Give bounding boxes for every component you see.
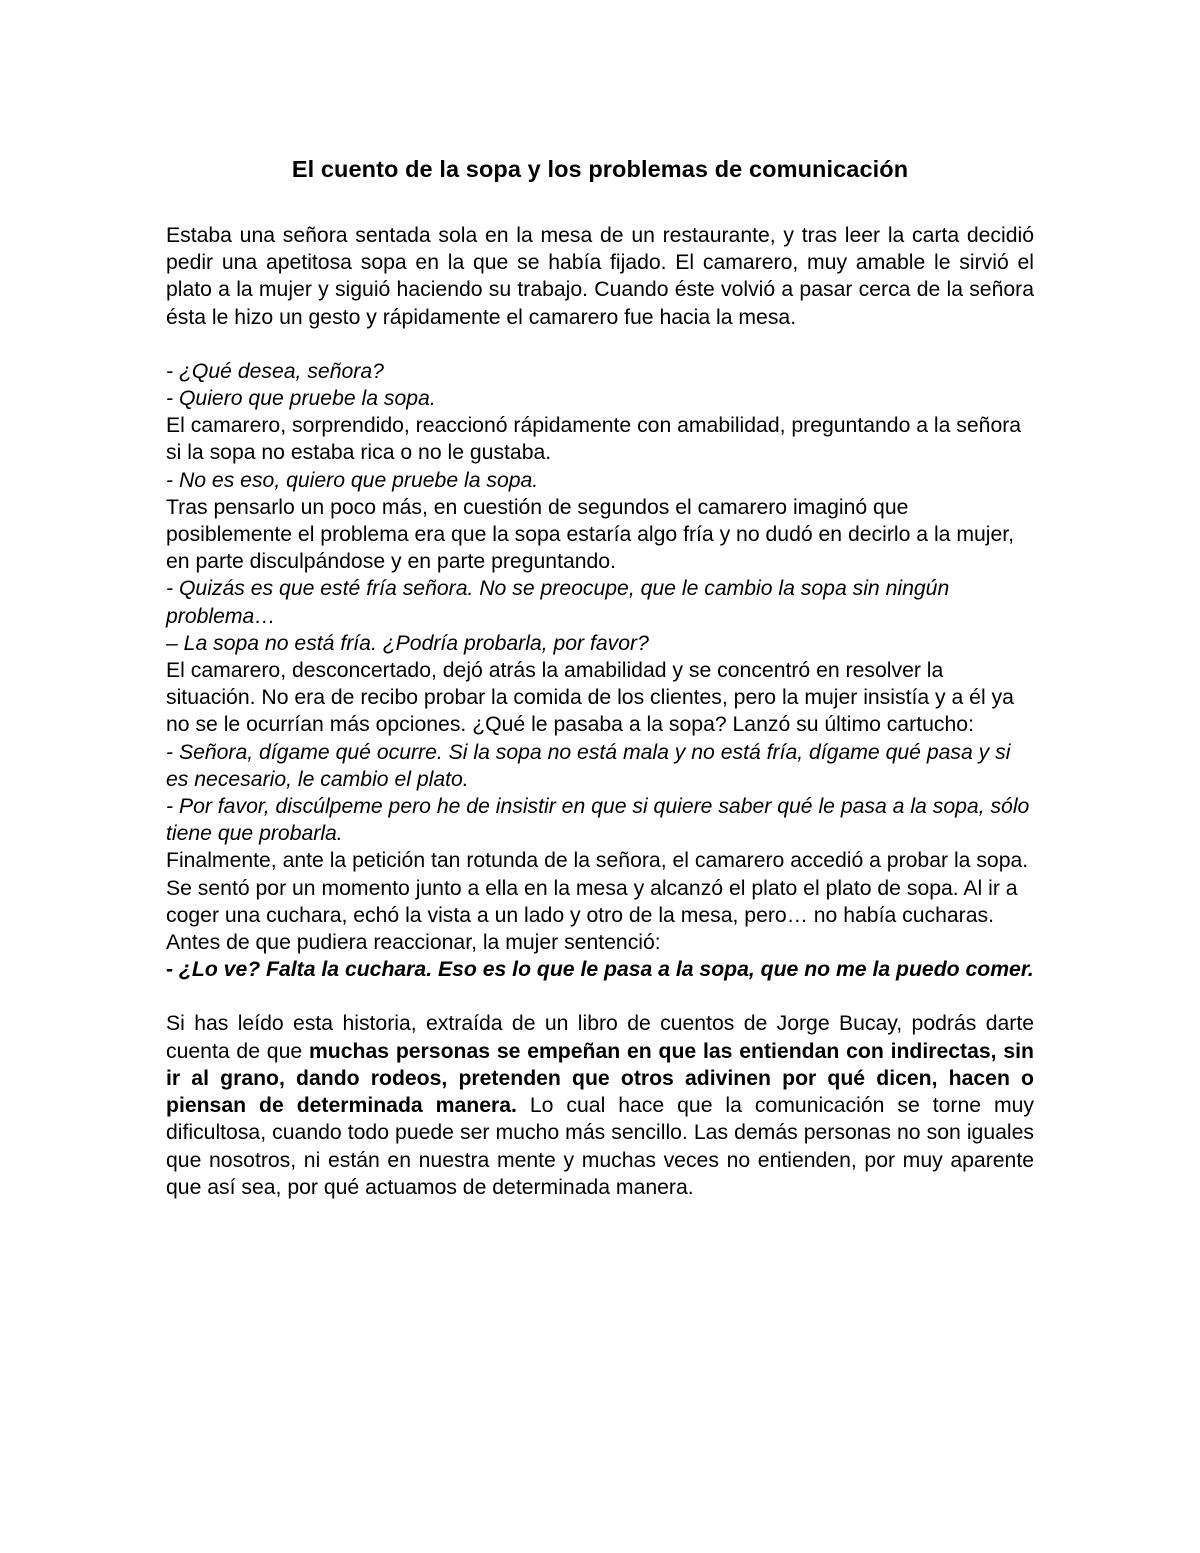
dialogue-line: - Quizás es que esté fría señora. No se preocupe, que le cambio la sopa sin ningún problema… [166,577,950,628]
narration-line: El camarero, desconcertado, dejó atrás la amabilidad y se concentró en resolver la situación. No era de recibo probar la comida de los clientes, pero la mujer insistía y a él ya no se le ocurrían más opciones. ¿Qué le pasaba a la sopa? Lanzó su último cartucho: [166,659,1014,737]
narration-line: Finalmente, ante la petición tan rotunda de la señora, el camarero accedió a probar la sopa. Se sentó por un momento junto a ella en la mesa y alcanzó el plato el plato de sopa. Al ir a coger una cuchara, echó la vista a un lado y otro de la mesa, pero… no había cucharas. Antes de que pudiera reaccionar, la mujer sentenció: [166,849,1029,955]
dialogue-line: - No es eso, quiero que pruebe la sopa. [166,468,539,492]
dialogue-line: - Por favor, discúlpeme pero he de insistir en que si quiere saber qué le pasa a la sopa, sólo tiene que probarla. [166,795,1030,846]
dialogue-line: - Señora, dígame qué ocurre. Si la sopa no está mala y no está fría, dígame qué pasa y si es necesario, le cambio el plato. [166,740,1011,791]
document-title: El cuento de la sopa y los problemas de comunicación [291,156,909,182]
conclusion-paragraph [166,1010,1034,1200]
dialogue-line: - Quiero que pruebe la sopa. [166,387,436,411]
paragraph-gap [166,331,1034,358]
dialogue-line: - ¿Qué desea, señora? [166,359,384,383]
dialogue-line: – La sopa no está fría. ¿Podría probarla, por favor? [166,631,649,655]
dialogue-line-emphasis: - ¿Lo ve? Falta la cuchara. Eso es lo que le pasa a la sopa, que no me la puedo comer. [166,958,1034,982]
narration-line: Tras pensarlo un poco más, en cuestión de segundos el camarero imaginó que posiblemente el problema era que la sopa estaría algo fría y no dudó en decirlo a la mujer, en parte disculpándose y en parte preguntando. [166,495,1015,574]
document-page [166,152,1034,1201]
conclusion-text: Lo cual hace que la comunicación se torne muy dificultosa, cuando todo puede ser mucho más sencillo. Las demás personas no son iguales que nosotros, ni están en nuestra mente y muchas veces no entienden, por muy aparente que así sea, por qué actuamos de determinada manera. [166,1094,1034,1199]
conclusion-bold-text: muchas personas se empeñan en que las entiendan con indirectas, sin ir al grano, dando rodeos, pretenden que otros adivinen por qué dicen, hacen o piensan de determinada manera. [166,1039,1034,1118]
conclusion-text: Si has leído esta historia, extraída de un libro de cuentos de Jorge Bucay, podrás darte cuenta de que [166,1012,1034,1063]
dialogue-block [166,358,1034,984]
paragraph-gap [166,983,1034,1010]
narration-line: El camarero, sorprendido, reaccionó rápidamente con amabilidad, preguntando a la señora si la sopa no estaba rica o no le gustaba. [166,414,1022,465]
intro-paragraph: Estaba una señora sentada sola en la mesa de un restaurante, y tras leer la carta decidió pedir una apetitosa sopa en la que se había fijado. El camarero, muy amable le sirvió el plato a la mujer y siguió haciendo su trabajo. Cuando éste volvió a pasar cerca de la señora ésta le hizo un gesto y rápidamente el camarero fue hacia la mesa. [166,224,1034,329]
